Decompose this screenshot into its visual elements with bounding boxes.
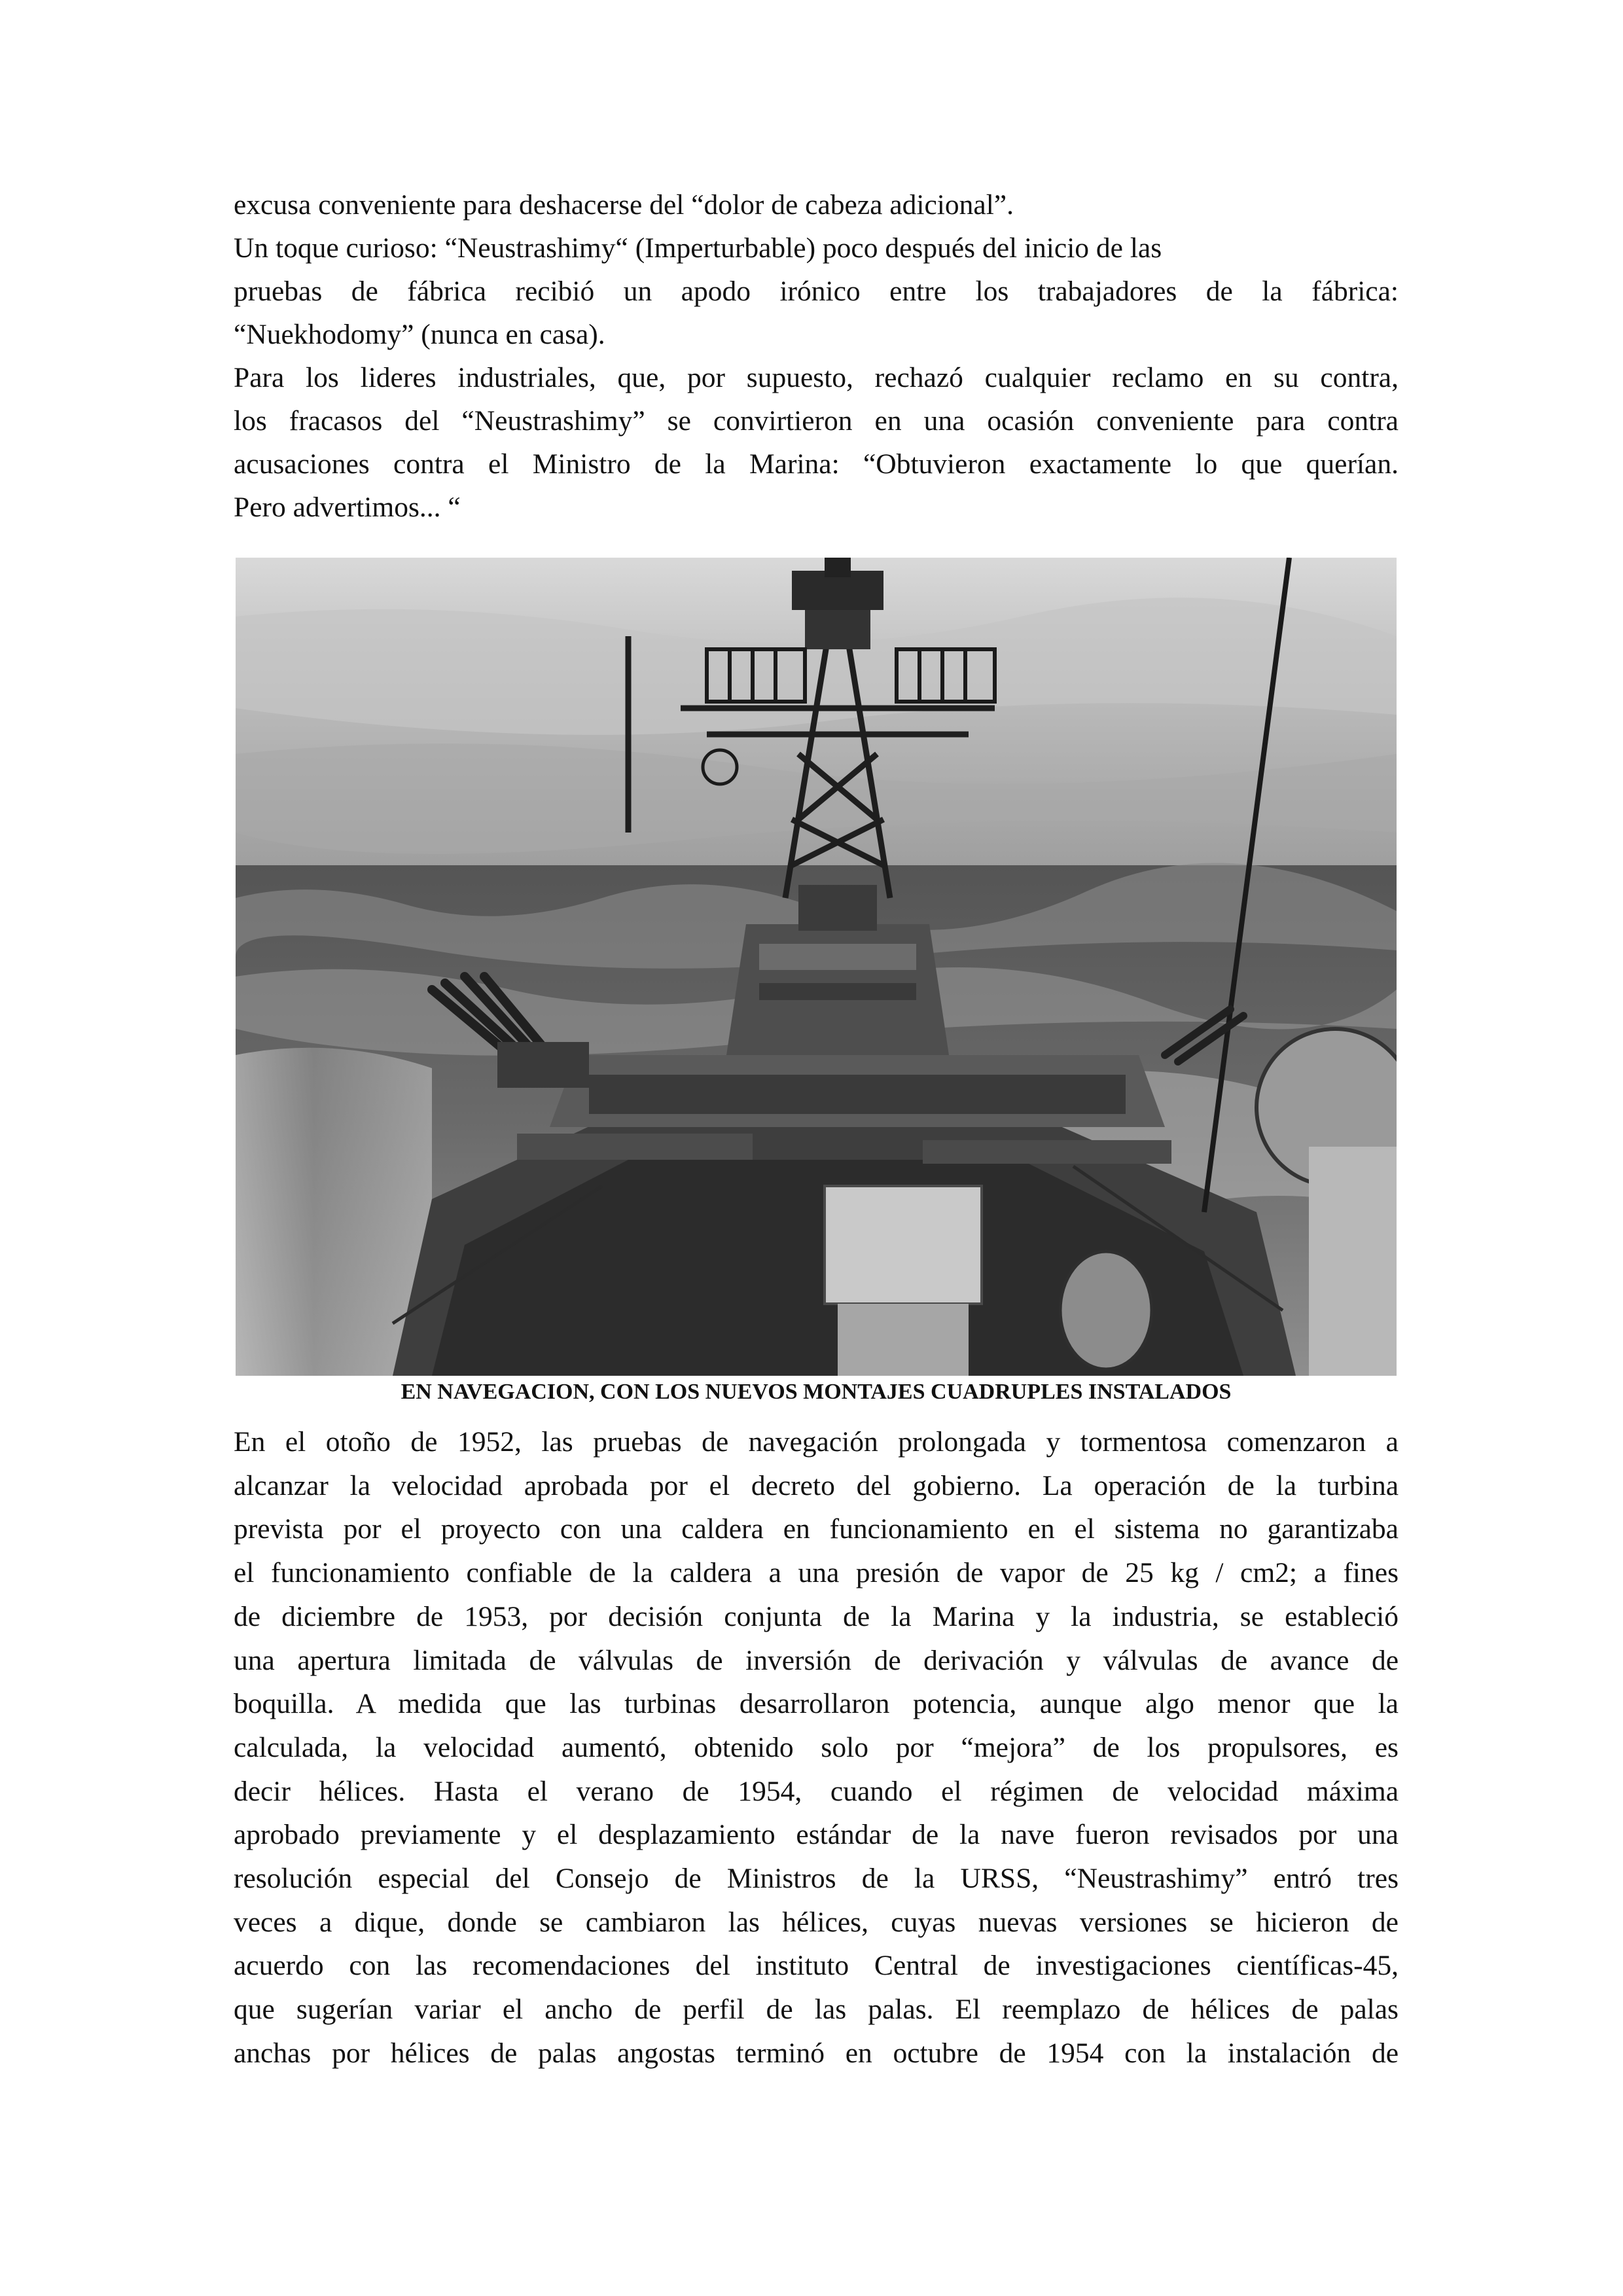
lead-paragraph bbox=[234, 183, 1399, 529]
body-line: acuerdo con las recomendaciones del instituto Central de investigaciones científicas-45, bbox=[234, 1950, 1399, 1982]
lead-line: excusa conveniente para deshacerse del “dolor de cabeza adicional”. bbox=[234, 189, 1014, 221]
ship-photo bbox=[236, 558, 1397, 1376]
body-line: el funcionamiento confiable de la caldera a una presión de vapor de 25 kg / cm2; a fines bbox=[234, 1557, 1399, 1589]
lead-line: pruebas de fábrica recibió un apodo irónico entre los trabajadores de la fábrica: bbox=[234, 276, 1399, 307]
lead-line: Para los lideres industriales, que, por supuesto, rechazó cualquier reclamo en su contra, bbox=[234, 362, 1399, 393]
body-paragraph bbox=[234, 1420, 1399, 2075]
lead-line: Pero advertimos... “ bbox=[234, 492, 461, 523]
body-line: que sugerían variar el ancho de perfil de las palas. El reemplazo de hélices de palas bbox=[234, 1994, 1399, 2026]
body-line: decir hélices. Hasta el verano de 1954, cuando el régimen de velocidad máxima bbox=[234, 1775, 1399, 1807]
body-line: de diciembre de 1953, por decisión conjunta de la Marina y la industria, se estableció bbox=[234, 1600, 1399, 1632]
body-line: alcanzar la velocidad aprobada por el decreto del gobierno. La operación de la turbina bbox=[234, 1469, 1399, 1501]
body-line: anchas por hélices de palas angostas terminó en octubre de 1954 con la instalación de bbox=[234, 2037, 1399, 2069]
body-line: veces a dique, donde se cambiaron las hélices, cuyas nuevas versiones se hicieron de bbox=[234, 1906, 1399, 1938]
lead-line: los fracasos del “Neustrashimy” se convirtieron en una ocasión conveniente para contra bbox=[234, 405, 1399, 437]
ship-illustration bbox=[236, 558, 1397, 1376]
lead-line: “Nuekhodomy” (nunca en casa). bbox=[234, 319, 605, 350]
photo-caption: EN NAVEGACION, CON LOS NUEVOS MONTAJES CUADRUPLES INSTALADOS bbox=[401, 1380, 1232, 1404]
deck-turret-housing bbox=[825, 1186, 982, 1304]
body-line: prevista por el proyecto con una caldera en funcionamiento en el sistema no garantizaba bbox=[234, 1513, 1399, 1545]
lead-line: Un toque curioso: “Neustrashimy“ (Imperturbable) poco después del inicio de las bbox=[234, 232, 1162, 264]
body-line: resolución especial del Consejo de Ministros de la URSS, “Neustrashimy” entró tres bbox=[234, 1863, 1399, 1895]
body-line: calculada, la velocidad aumentó, obtenido solo por “mejora” de los propulsores, es bbox=[234, 1731, 1399, 1763]
body-line: una apertura limitada de válvulas de inversión de derivación y válvulas de avance de bbox=[234, 1644, 1399, 1676]
lead-line: acusaciones contra el Ministro de la Marina: “Obtuvieron exactamente lo que querían. bbox=[234, 448, 1399, 480]
body-line: aprobado previamente y el desplazamiento estándar de la nave fueron revisados por una bbox=[234, 1819, 1399, 1851]
body-line: boquilla. A medida que las turbinas desarrollaron potencia, aunque algo menor que la bbox=[234, 1688, 1399, 1720]
body-line: En el otoño de 1952, las pruebas de navegación prolongada y tormentosa comenzaron a bbox=[234, 1426, 1399, 1458]
